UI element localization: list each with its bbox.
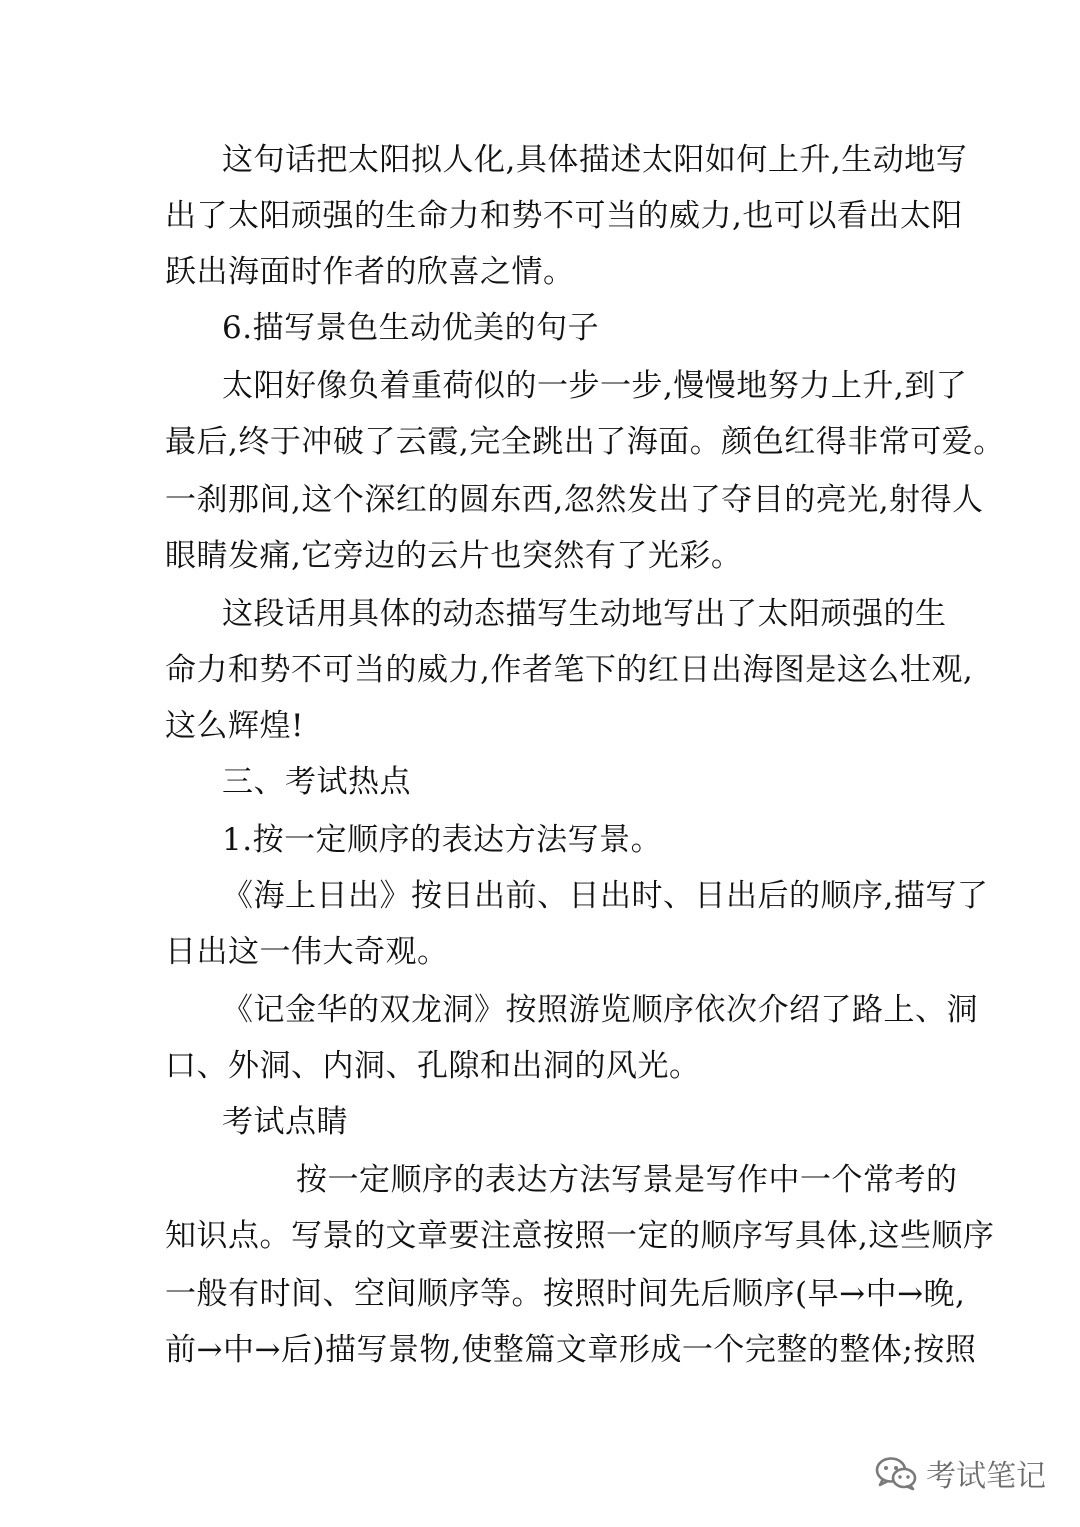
- section-heading: 考试点睛: [222, 1104, 348, 1140]
- text-line: 口、外洞、内洞、孔隙和出洞的风光。: [165, 1048, 701, 1084]
- text-line: 这句话把太阳拟人化,具体描述太阳如何上升,生动地写: [222, 142, 968, 178]
- section-heading: 6.描写景色生动优美的句子: [222, 310, 600, 346]
- text-line: 日出这一伟大奇观。: [165, 934, 449, 970]
- text-line: 这段话用具体的动态描写生动地写出了太阳顽强的生: [222, 596, 947, 632]
- text-line: 一般有时间、空间顺序等。按照时间先后顺序(早→中→晚,: [165, 1276, 966, 1312]
- text-line: 出了太阳顽强的生命力和势不可当的威力,也可以看出太阳: [165, 198, 963, 234]
- text-line: 这么辉煌!: [165, 708, 304, 744]
- text-line: 《海上日出》按日出前、日出时、日出后的顺序,描写了: [222, 878, 989, 914]
- text-line: 按一定顺序的表达方法写景是写作中一个常考的: [296, 1162, 958, 1198]
- text-line: 一刹那间,这个深红的圆东西,忽然发出了夺目的亮光,射得人: [165, 482, 984, 518]
- text-line: 前→中→后)描写景物,使整篇文章形成一个完整的整体;按照: [165, 1332, 977, 1368]
- watermark: [874, 1451, 1046, 1495]
- text-line: 最后,终于冲破了云霞,完全跳出了海面。颜色红得非常可爱。: [165, 424, 1005, 460]
- text-line: 知识点。写景的文章要注意按照一定的顺序写具体,这些顺序: [165, 1218, 995, 1254]
- watermark-text: 考试笔记: [926, 1459, 1046, 1494]
- text-line: 跃出海面时作者的欣喜之情。: [165, 254, 575, 290]
- wechat-icon: [874, 1455, 918, 1491]
- text-line: 眼睛发痛,它旁边的云片也突然有了光彩。: [165, 538, 743, 574]
- section-heading: 三、考试热点: [222, 764, 411, 800]
- section-heading: 1.按一定顺序的表达方法写景。: [222, 822, 663, 858]
- text-line: 《记金华的双龙洞》按照游览顺序依次介绍了路上、洞: [222, 992, 978, 1028]
- text-line: 命力和势不可当的威力,作者笔下的红日出海图是这么壮观,: [165, 652, 974, 688]
- text-line: 太阳好像负着重荷似的一步一步,慢慢地努力上升,到了: [222, 368, 968, 404]
